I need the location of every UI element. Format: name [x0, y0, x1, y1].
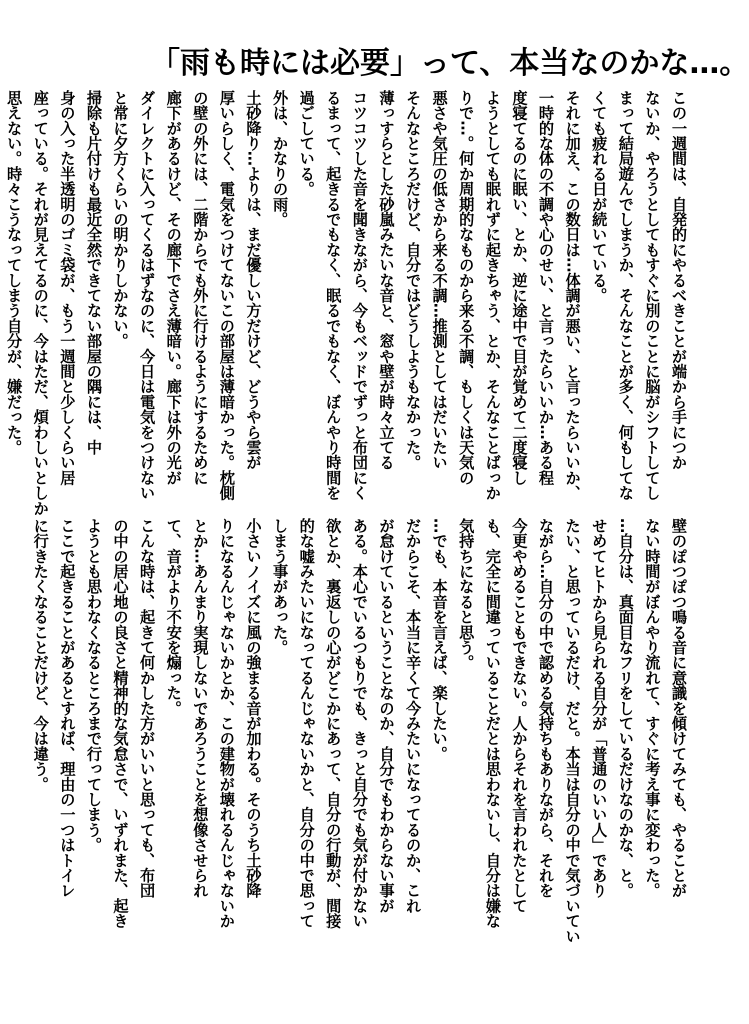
- text-line: 廊下があるけど、その廊下でさえ薄暗い。廊下は外の光が: [164, 90, 183, 486]
- text-block-bottom: [31, 518, 692, 944]
- text-line: 掃除も片付けも最近全然できてない部屋の隅には、中: [84, 90, 103, 455]
- text-line: こんな時は、起きて何かした方がいいと思っても、布団: [138, 518, 157, 898]
- text-line: ない時間がぼんやり流れて、すぐに考え事に変わった。: [643, 518, 662, 898]
- text-line: …自分は、真面目なフリをしているだけなのかな、と。: [616, 518, 635, 898]
- text-line: 今更やめることもできない。人からそれを言われたとして: [510, 518, 529, 914]
- text-line: が怠けているということなのか、自分でもわからない事が: [377, 518, 396, 914]
- text-line: ないか、やろうとしてもすぐに別のことに脳がシフトしてし: [643, 90, 662, 501]
- text-line: 度寝てるのに眠い、とか、逆に途中で目が覚めて二度寝し: [510, 90, 529, 486]
- text-line: ある。本心でいるつもりでも、きっと自分でも気が付かない: [350, 518, 369, 929]
- text-line: せめてヒトから見られる自分が「普通のいい人」であり: [590, 518, 609, 898]
- text-line: 壁のぽつぽつ鳴る音に意識を傾けてみても、やることが: [670, 518, 688, 898]
- text-line: この一週間は、自発的にやるべきことが端から手につか: [670, 90, 688, 470]
- text-line: に行きたくなることだけど、今は違う。: [31, 518, 50, 792]
- text-line: 身の入った半透明のゴミ袋が、もう一週間と少しくらい居: [58, 90, 77, 486]
- text-line: りになるんじゃないかとか、この建物が壊れるんじゃないか: [217, 518, 236, 929]
- text-line: コツコツした音を聞きながら、今もベッドでずっと布団にく: [350, 90, 369, 501]
- text-line: まって結局遊んでしまうか、そんなことが多く、何もしてな: [616, 90, 635, 501]
- text-line: 薄っすらとした砂嵐みたいな音と、窓や壁が時々立てる: [377, 90, 396, 470]
- text-line: それに加え、この数日は…体調が悪い、と言ったらいいか、: [563, 90, 582, 501]
- text-line: だからこそ、本当に辛くて今みたいになってるのか、これ: [404, 518, 423, 914]
- text-block-top: [5, 90, 692, 516]
- text-line: 悪さや気圧の低さから来る不調…推測としてはだいたい: [430, 90, 449, 470]
- text-line: 小さいノイズに風の強まる音が加わる。そのうち土砂降: [244, 518, 263, 898]
- text-line: 外は、かなりの雨。: [271, 90, 290, 227]
- text-line: 思えない。時々こうなってしまう自分が、嫌だった。: [5, 90, 24, 455]
- page-title: 「雨も時には必要」って、本当なのかな…。: [150, 46, 749, 81]
- text-line: ながら…自分の中で認める気持ちもありながら、それを: [537, 518, 556, 898]
- text-line: 厚いらしく、電気をつけてないこの部屋は薄暗かった。枕側: [217, 90, 236, 501]
- text-line: ようとしても眠れずに起きちゃう、とか、そんなことばっか: [483, 90, 502, 501]
- text-line: 土砂降り…よりは、まだ優しい方だけど、どうやら雲が: [244, 90, 263, 470]
- text-line: ようとも思わなくなるところまで行ってしまう。: [84, 518, 103, 853]
- text-line: の中の居心地の良さと精神的な気怠さで、いずれまた、起き: [111, 518, 130, 929]
- text-line: ダイレクトに入ってくるはずなのに、今日は電気をつけない: [138, 90, 157, 501]
- text-line: しまう事があった。: [271, 518, 290, 655]
- text-line: の壁の外には、二階からでも外に行けるようにするために: [191, 90, 210, 486]
- text-line: とか…あんまり実現しないであろうことを想像させられ: [191, 518, 210, 898]
- text-line: 欲とか、裏返しの心がどこかにあって、自分の行動が、間接: [324, 518, 343, 929]
- text-line: くても疲れる日が続いている。: [590, 90, 609, 303]
- text-line: て、音がより不安を煽った。: [164, 518, 183, 716]
- text-line: 座っている。それが見えてるのに、今はただ、煩わしいとしか: [31, 90, 50, 516]
- text-line: そんなところだけど、自分ではどうしようもなかった。: [404, 90, 423, 470]
- text-line: るまって、起きるでもなく、眠るでもなく、ぼんやり時間を: [324, 90, 343, 501]
- text-line: たい、と思っているだけ、だと。本当は自分の中で気づいてい: [563, 518, 582, 944]
- text-line: 的な嘘みたいになってるんじゃないかと、自分の中で思って: [297, 518, 316, 929]
- text-line: …でも、本音を言えば、楽したい。: [430, 518, 449, 762]
- text-line: と常に夕方くらいの明かりしかない。: [111, 90, 130, 349]
- text-line: りで…。何か周期的なものから来る不調、もしくは天気の: [457, 90, 476, 486]
- text-line: 過ごしている。: [297, 90, 316, 197]
- text-line: 一時的な体の不調や心のせい、と言ったらいいか…ある程: [537, 90, 556, 486]
- text-line: 気持ちになると思う。: [457, 518, 476, 670]
- text-line: ここで起きることがあるとすれば、理由の一つはトイレ: [58, 518, 77, 898]
- text-line: も、完全に間違っていることだとは思わないし、自分は嫌な: [483, 518, 502, 929]
